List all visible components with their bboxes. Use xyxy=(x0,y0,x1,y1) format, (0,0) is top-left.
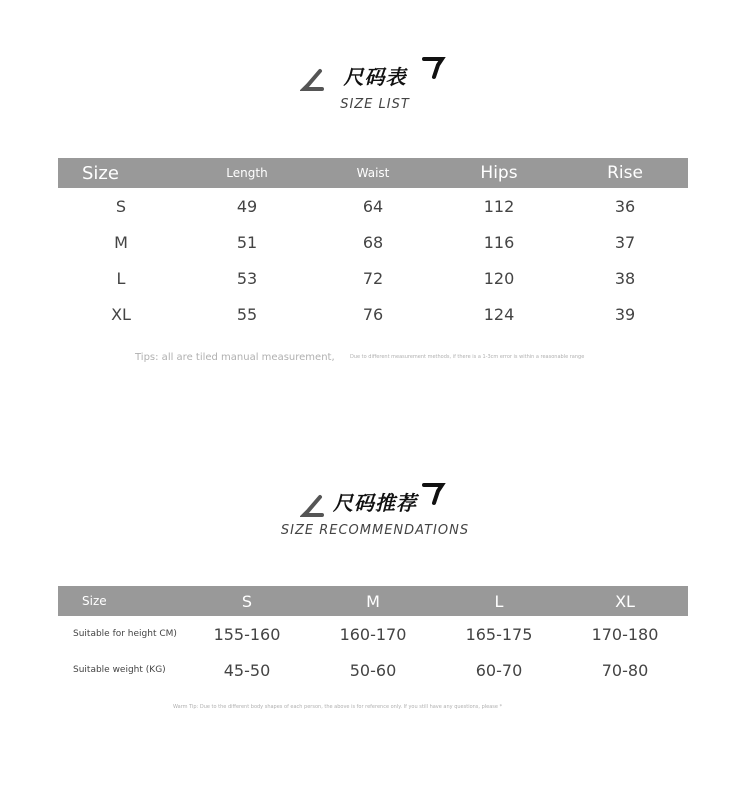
measurement-tip-detail: Due to different measurement methods, if there is a 1-3cm error is within a reasonable range xyxy=(350,354,585,360)
table-row xyxy=(58,616,688,652)
cell-height-s: 155-160 xyxy=(213,624,281,644)
size-recommendations-header xyxy=(58,586,688,616)
cell-weight-m: 50-60 xyxy=(349,660,397,680)
cell-size: M xyxy=(114,232,128,252)
cell-length: 55 xyxy=(236,304,258,324)
cell-waist: 72 xyxy=(362,268,384,288)
right-bracket-icon xyxy=(420,481,448,507)
warm-tip: Warm Tip: Due to the different body shapes of each person, the above is for reference only. If you still have any questions, please * xyxy=(173,704,503,710)
size-list-title-cn: 尺码表 xyxy=(343,65,407,89)
header-waist: Waist xyxy=(356,166,390,180)
cell-length: 51 xyxy=(236,232,258,252)
size-recommendations-title-en: SIZE RECOMMENDATIONS xyxy=(280,523,470,538)
header-s: S xyxy=(241,591,253,611)
cell-length: 53 xyxy=(236,268,258,288)
cell-waist: 64 xyxy=(362,196,384,216)
table-row xyxy=(58,224,688,260)
size-recommendations-title-cn: 尺码推荐 xyxy=(333,491,417,515)
header-m: M xyxy=(366,591,380,611)
row-label-height: Suitable for height CM) xyxy=(73,629,177,639)
cell-hips: 124 xyxy=(483,304,515,324)
cell-weight-l: 60-70 xyxy=(475,660,523,680)
cell-weight-s: 45-50 xyxy=(223,660,271,680)
header-rise: Rise xyxy=(607,163,643,183)
cell-waist: 76 xyxy=(362,304,384,324)
cell-weight-xl: 70-80 xyxy=(601,660,649,680)
table-row xyxy=(58,296,688,332)
size-recommendations-title-block xyxy=(0,481,750,551)
header-length: Length xyxy=(226,166,268,180)
size-list-title-block xyxy=(0,55,750,125)
size-recommendations-table xyxy=(58,586,688,688)
cell-size: S xyxy=(115,196,127,216)
size-list-title-en: SIZE LIST xyxy=(340,97,410,112)
measurement-tip: Tips: all are tiled manual measurement, xyxy=(135,352,335,363)
table-row xyxy=(58,260,688,296)
cell-rise: 39 xyxy=(614,304,636,324)
size-list-header xyxy=(58,158,688,188)
row-label-weight: Suitable weight (KG) xyxy=(73,665,166,675)
cell-hips: 116 xyxy=(483,232,515,252)
right-bracket-icon xyxy=(420,55,448,81)
header-size: Size xyxy=(82,162,119,184)
size-list-table xyxy=(58,158,688,332)
header-size: Size xyxy=(82,594,107,608)
header-xl: XL xyxy=(615,591,635,611)
header-hips: Hips xyxy=(480,163,518,183)
cell-rise: 36 xyxy=(614,196,636,216)
cell-hips: 112 xyxy=(483,196,515,216)
header-l: L xyxy=(494,591,504,611)
cell-rise: 38 xyxy=(614,268,636,288)
cell-waist: 68 xyxy=(362,232,384,252)
cell-hips: 120 xyxy=(483,268,515,288)
cell-length: 49 xyxy=(236,196,258,216)
table-row xyxy=(58,188,688,224)
cell-height-m: 160-170 xyxy=(339,624,407,644)
cell-rise: 37 xyxy=(614,232,636,252)
cell-size: L xyxy=(116,268,126,288)
table-row xyxy=(58,652,688,688)
cell-height-xl: 170-180 xyxy=(591,624,659,644)
cell-size: XL xyxy=(111,304,131,324)
cell-height-l: 165-175 xyxy=(465,624,533,644)
